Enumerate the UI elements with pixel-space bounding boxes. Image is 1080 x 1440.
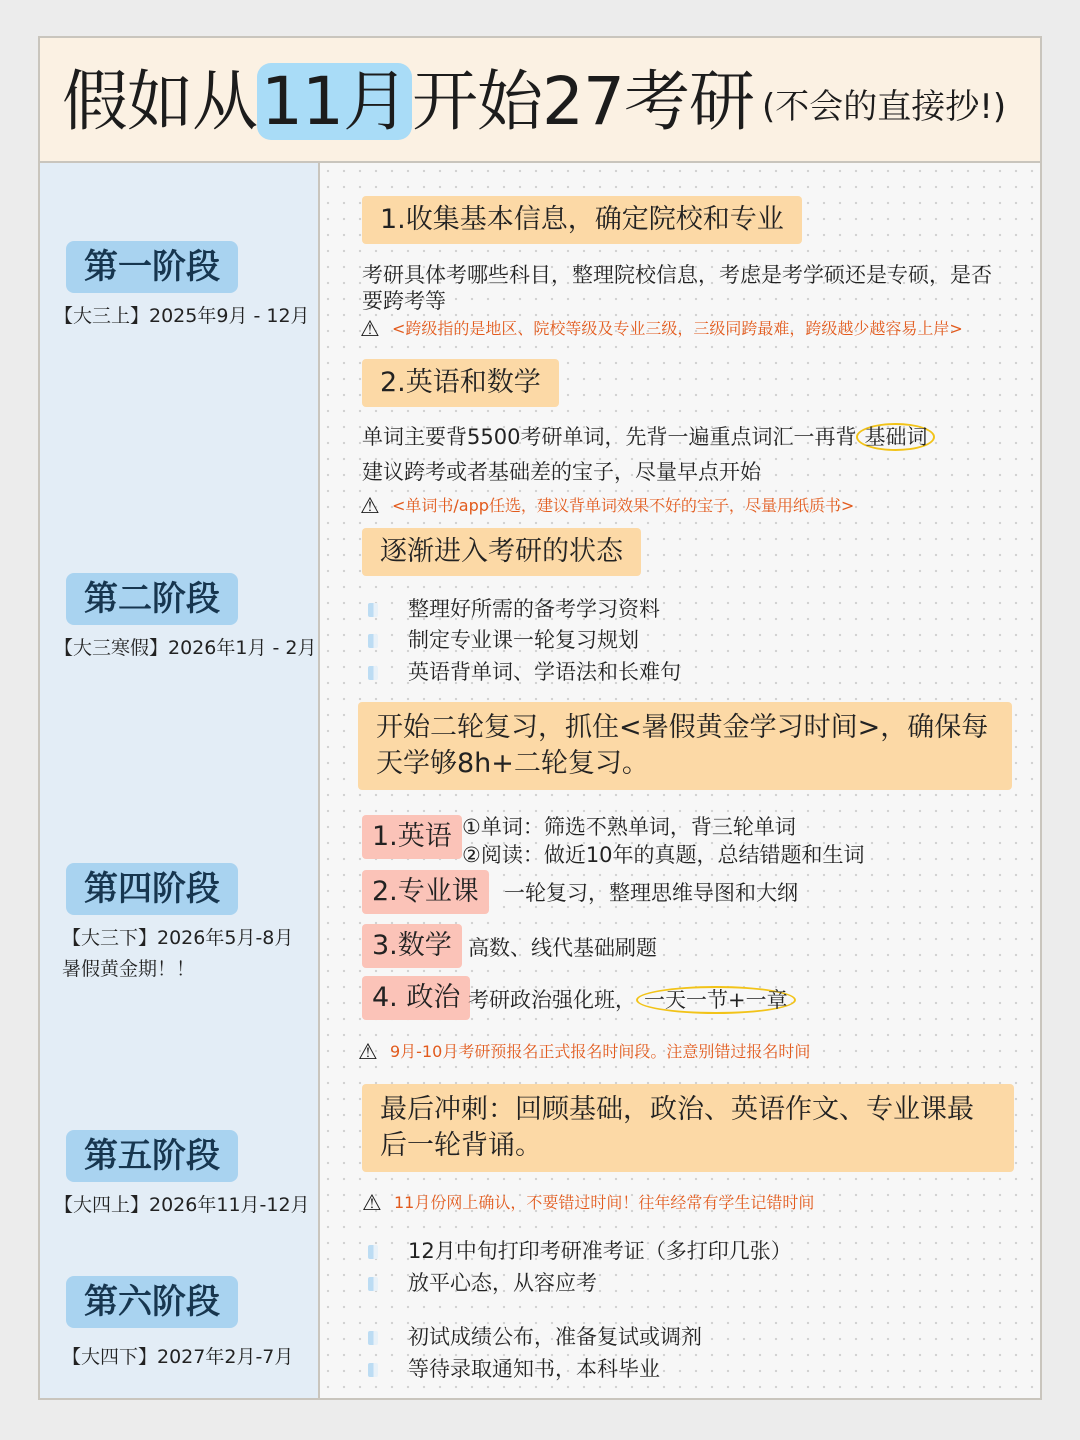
- stage-6: [40, 1276, 318, 1369]
- warning-text: <跨级指的是地区、院校等级及专业三级，三级同跨最难，跨级越少越容易上岸>: [392, 319, 963, 338]
- list-item: [368, 1235, 792, 1265]
- subject-label: 2.专业课: [362, 870, 489, 914]
- stage-date: 【大三上】2025年9月 - 12月: [54, 305, 310, 327]
- page-title: [62, 62, 1006, 147]
- warning-icon: ⚠: [358, 1040, 378, 1065]
- list-item-text: 等待录取通知书，本科毕业: [408, 1357, 660, 1381]
- warning-icon: ⚠: [360, 494, 380, 519]
- bullet-marker: [368, 634, 378, 648]
- warning-icon: ⚠: [360, 317, 380, 342]
- stage-badge: 第四阶段: [66, 863, 238, 915]
- list-item: [368, 1267, 597, 1297]
- title-highlight: 11月: [257, 63, 412, 140]
- circled-text: 一天一节+一章: [636, 986, 796, 1014]
- subject-detail: ①单词：筛选不熟单词，背三轮单词: [462, 815, 796, 839]
- body-text: 考研具体考哪些科目，整理院校信息，考虑是考学硕还是专硕，是否: [362, 263, 992, 287]
- subject-detail-text: 考研政治强化班，: [468, 988, 636, 1012]
- content-column: [320, 163, 1040, 1398]
- bullet-marker: [368, 1245, 378, 1259]
- warning-note: [362, 1190, 814, 1216]
- body-text: 要跨考等: [362, 289, 446, 313]
- list-item: [368, 656, 681, 686]
- subject-detail: [468, 984, 796, 1014]
- warning-text: <单词书/app任选，建议背单词效果不好的宝子，尽量用纸质书>: [392, 496, 855, 515]
- warning-text: 9月-10月考研预报名正式报名时间段。注意别错过报名时间: [390, 1042, 811, 1061]
- list-item-text: 整理好所需的备考学习资料: [408, 597, 660, 621]
- body-text-part: 单词主要背5500考研单词，先背一遍重点词汇一再背: [362, 425, 857, 449]
- stage-date: 【大三下】2026年5月-8月: [62, 927, 294, 949]
- section-heading: 逐渐进入考研的状态: [362, 528, 641, 576]
- title-pre: 假如从: [62, 63, 257, 140]
- section-heading: 最后冲刺：回顾基础，政治、英语作文、专业课最后一轮背诵。: [362, 1084, 1014, 1172]
- list-item: [368, 593, 660, 623]
- subject-label: 1.英语: [362, 815, 462, 859]
- bullet-marker: [368, 666, 378, 680]
- warning-note: [360, 493, 854, 519]
- stage-badge: 第二阶段: [66, 573, 238, 625]
- stage-date: 【大四上】2026年11月-12月: [54, 1194, 310, 1216]
- poster: [38, 36, 1042, 1400]
- list-item-text: 初试成绩公布，准备复试或调剂: [408, 1325, 702, 1349]
- title-sub: (不会的直接抄!): [761, 87, 1007, 127]
- subject-detail: ②阅读：做近10年的真题，总结错题和生词: [462, 843, 865, 867]
- stage-date: 【大三寒假】2026年1月 - 2月: [54, 637, 317, 659]
- stage-badge: 第五阶段: [66, 1130, 238, 1182]
- list-item: [368, 624, 639, 654]
- warning-note: [360, 316, 963, 342]
- warning-note: [358, 1039, 810, 1065]
- stage-4: [40, 863, 318, 981]
- section-heading: 1.收集基本信息，确定院校和专业: [362, 196, 802, 244]
- bullet-marker: [368, 603, 378, 617]
- list-item-text: 英语背单词、学语法和长难句: [408, 660, 681, 684]
- bullet-marker: [368, 1363, 378, 1377]
- subject-label: 3.数学: [362, 924, 462, 968]
- list-item: [368, 1353, 660, 1383]
- bullet-marker: [368, 1277, 378, 1291]
- body-text: 建议跨考或者基础差的宝子，尽量早点开始: [362, 460, 761, 484]
- section-heading: 开始二轮复习，抓住<暑假黄金学习时间>，确保每天学够8h+二轮复习。: [358, 702, 1012, 790]
- subject-label: 4. 政治: [362, 976, 470, 1020]
- stage-column: [40, 163, 320, 1398]
- stage-note: 暑假黄金期！！: [62, 958, 196, 980]
- warning-icon: ⚠: [362, 1191, 382, 1216]
- list-item: [368, 1321, 702, 1351]
- list-item-text: 12月中旬打印考研准考证（多打印几张）: [408, 1239, 792, 1263]
- list-item-text: 放平心态，从容应考: [408, 1271, 597, 1295]
- stage-2: [40, 573, 318, 660]
- list-item-text: 制定专业课一轮复习规划: [408, 628, 639, 652]
- header: [40, 38, 1040, 163]
- bullet-marker: [368, 1331, 378, 1345]
- subject-detail: 高数、线代基础刷题: [468, 936, 657, 960]
- title-post: 开始27考研: [411, 63, 754, 140]
- stage-badge: 第一阶段: [66, 241, 238, 293]
- stage-5: [40, 1130, 318, 1217]
- section-heading: 2.英语和数学: [362, 359, 559, 407]
- stage-1: [40, 241, 318, 328]
- subject-detail: 一轮复习，整理思维导图和大纲: [504, 881, 798, 905]
- stage-date: 【大四下】2027年2月-7月: [62, 1346, 294, 1368]
- warning-text: 11月份网上确认，不要错过时间！往年经常有学生记错时间: [394, 1193, 815, 1212]
- circled-text: 基础词: [856, 423, 935, 451]
- stage-badge: 第六阶段: [66, 1276, 238, 1328]
- body-text: [362, 421, 935, 451]
